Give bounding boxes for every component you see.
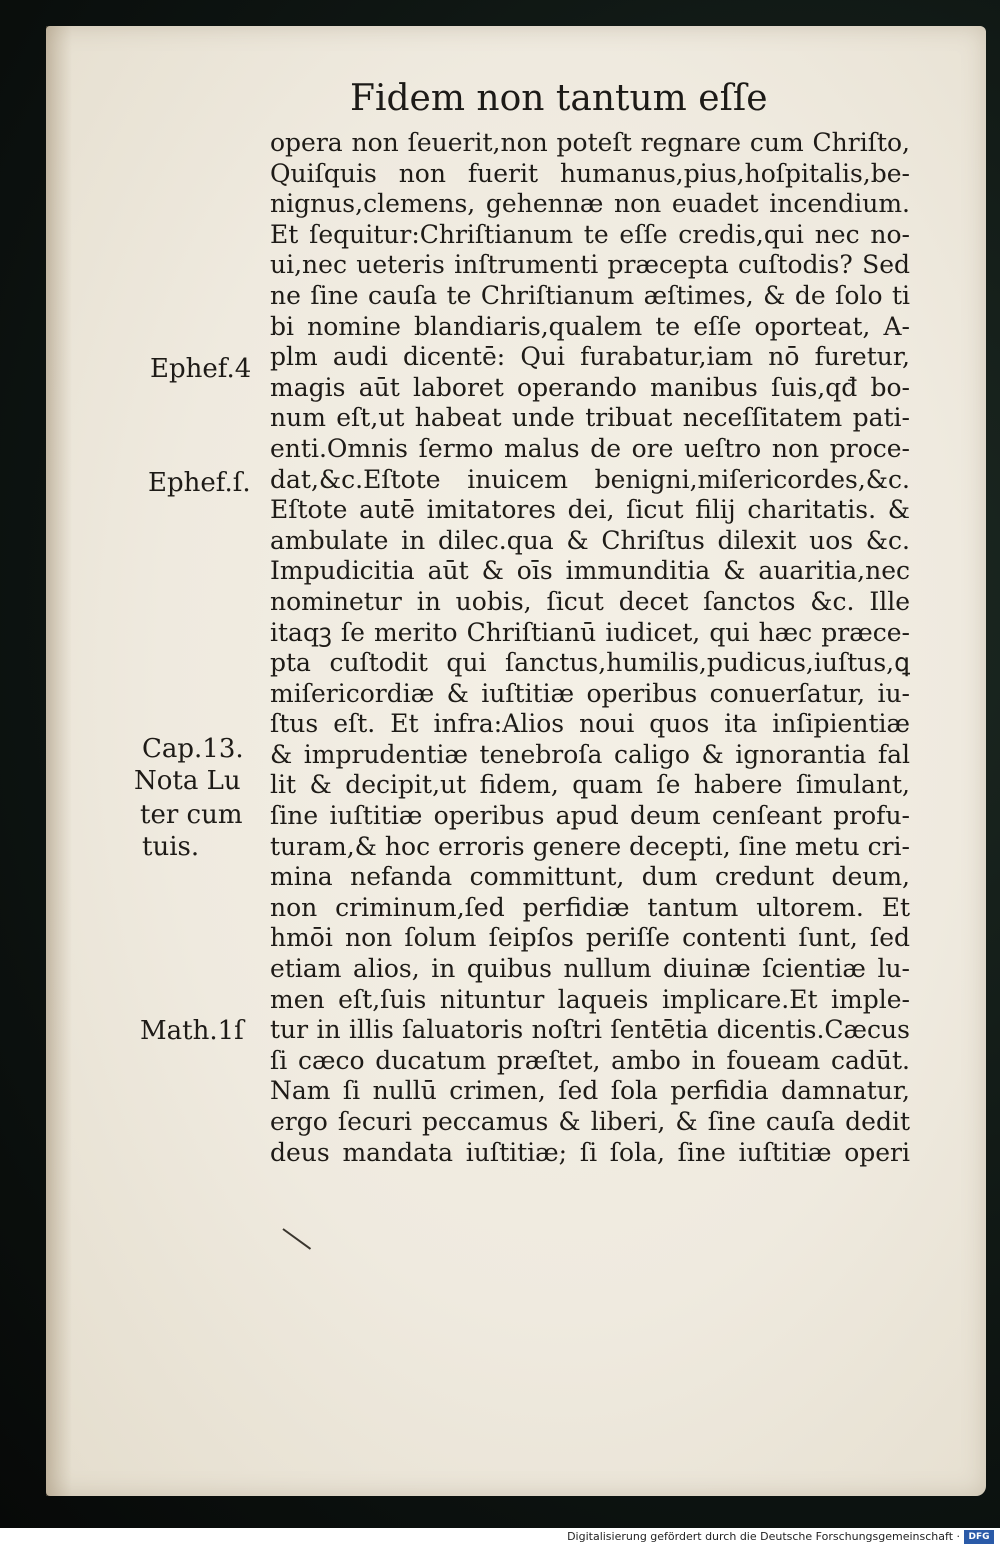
text-line: num eſt,ut habeat unde tribuat neceſſitatem pati- (270, 403, 910, 433)
text-line: nignus,clemens, gehennæ non euadet incendium. (270, 189, 910, 219)
marginal-note-ephes-4: Ephef.4 (150, 354, 252, 384)
marginal-note-cap-13: Cap.13. (142, 734, 244, 764)
marginal-note-nota-2: ter cum (140, 800, 243, 830)
text-line: ui,nec ueteris inſtrumenti præcepta cuſtodis? Sed (270, 250, 910, 280)
text-line: lit & decipit,ut fidem, quam ſe habere ſimulant, (270, 770, 910, 800)
text-line: Nam ſi nullū crimen, ſed ſola perfidia damnatur, (270, 1076, 910, 1106)
text-line: ſtus eſt. Et infra:Alios noui quos ita inſipientiæ (270, 709, 910, 739)
text-line: Et ſequitur:Chriſtianum te eſſe credis,qui nec no- (270, 219, 910, 249)
text-line: magis aūt laboret operando manibus ſuis,qđ bo- (270, 372, 910, 402)
text-line: deus mandata iuſtitiæ; ſi ſola, ſine iuſtitiæ operi (270, 1137, 910, 1167)
text-line: tur in illis ſaluatoris noſtri ſentētia dicentis.Cæcus (270, 1015, 910, 1045)
text-line: Eſtote autē imitatores dei, ſicut filij charitatis. & (270, 495, 910, 525)
text-line: nominetur in uobis, ſicut decet ſanctos &c. Ille (270, 586, 910, 616)
footer-bar (0, 1528, 1000, 1547)
text-line: ne ſine cauſa te Chriſtianum æſtimes, & de ſolo ti (270, 280, 910, 310)
text-line: ambulate in dilec.qua & Chriſtus dilexit uos &c. (270, 525, 910, 555)
text-line: mina nefanda committunt, dum credunt deum, (270, 862, 910, 892)
text-line: hmōi non ſolum ſeipſos periſſe contenti ſunt, ſed (270, 923, 910, 953)
text-line: Quiſquis non fuerit humanus,pius,hoſpitalis,be- (270, 158, 910, 188)
marginal-note-ephes-5: Ephef.ſ. (148, 468, 251, 498)
text-line: & imprudentiæ tenebroſa caligo & ignorantia fal (270, 739, 910, 769)
dfg-logo[interactable]: DFG (964, 1530, 994, 1544)
text-line: etiam alios, in quibus nullum diuinæ ſcientiæ lu- (270, 954, 910, 984)
text-line: dat,&c.Eſtote inuicem benigni,miſericordes,&c. (270, 464, 910, 494)
marginal-note-nota-3: tuis. (142, 832, 200, 862)
text-line: ſi cæco ducatum præſtet, ambo in foueam cadūt. (270, 1045, 910, 1075)
text-line: non criminum,ſed perfidiæ tantum ultorem. Et (270, 892, 910, 922)
text-line: ergo ſecuri peccamus & liberi, & ſine cauſa dedit (270, 1107, 910, 1136)
text-line: bi nomine blandiaris,qualem te eſſe oporteat, A- (270, 311, 910, 341)
text-line: plm audi dicentē: Qui furabatur,iam nō furetur, (270, 342, 910, 372)
text-line: enti.Omnis ſermo malus de ore ueſtro non proce- (270, 433, 910, 463)
text-line: men eſt,ſuis nituntur laqueis implicare.Et imple- (270, 984, 910, 1014)
marginal-note-math-15: Math.1ſ (140, 1016, 244, 1046)
marginal-note-nota-1: Nota Lu (134, 766, 241, 796)
text-line: ſine iuſtitiæ operibus apud deum cenſeant profu- (270, 801, 910, 831)
text-line: turam,& hoc erroris genere decepti, ſine metu cri- (270, 831, 910, 861)
running-head: Fidem non tantum eſſe (350, 78, 768, 119)
funding-credit: Digitalisierung gefördert durch die Deutsche Forschungsgemeinschaft · (567, 1530, 960, 1543)
text-line: miſericordiæ & iuſtitiæ operibus conuerſatur, iu- (270, 678, 910, 708)
text-line: pta cuſtodit qui ſanctus,humilis,pudicus,iuſtus,ꝗ (270, 648, 910, 678)
text-line: Impudicitia aūt & oīs immunditia & auaritia,nec (270, 556, 910, 586)
text-line: opera non ſeuerit,non poteſt regnare cum Chriſto, (270, 128, 910, 157)
text-line: itaqꝫ ſe merito Chriſtianū iudicet, qui hæc præce- (270, 617, 910, 647)
body-text-block (270, 128, 910, 1168)
